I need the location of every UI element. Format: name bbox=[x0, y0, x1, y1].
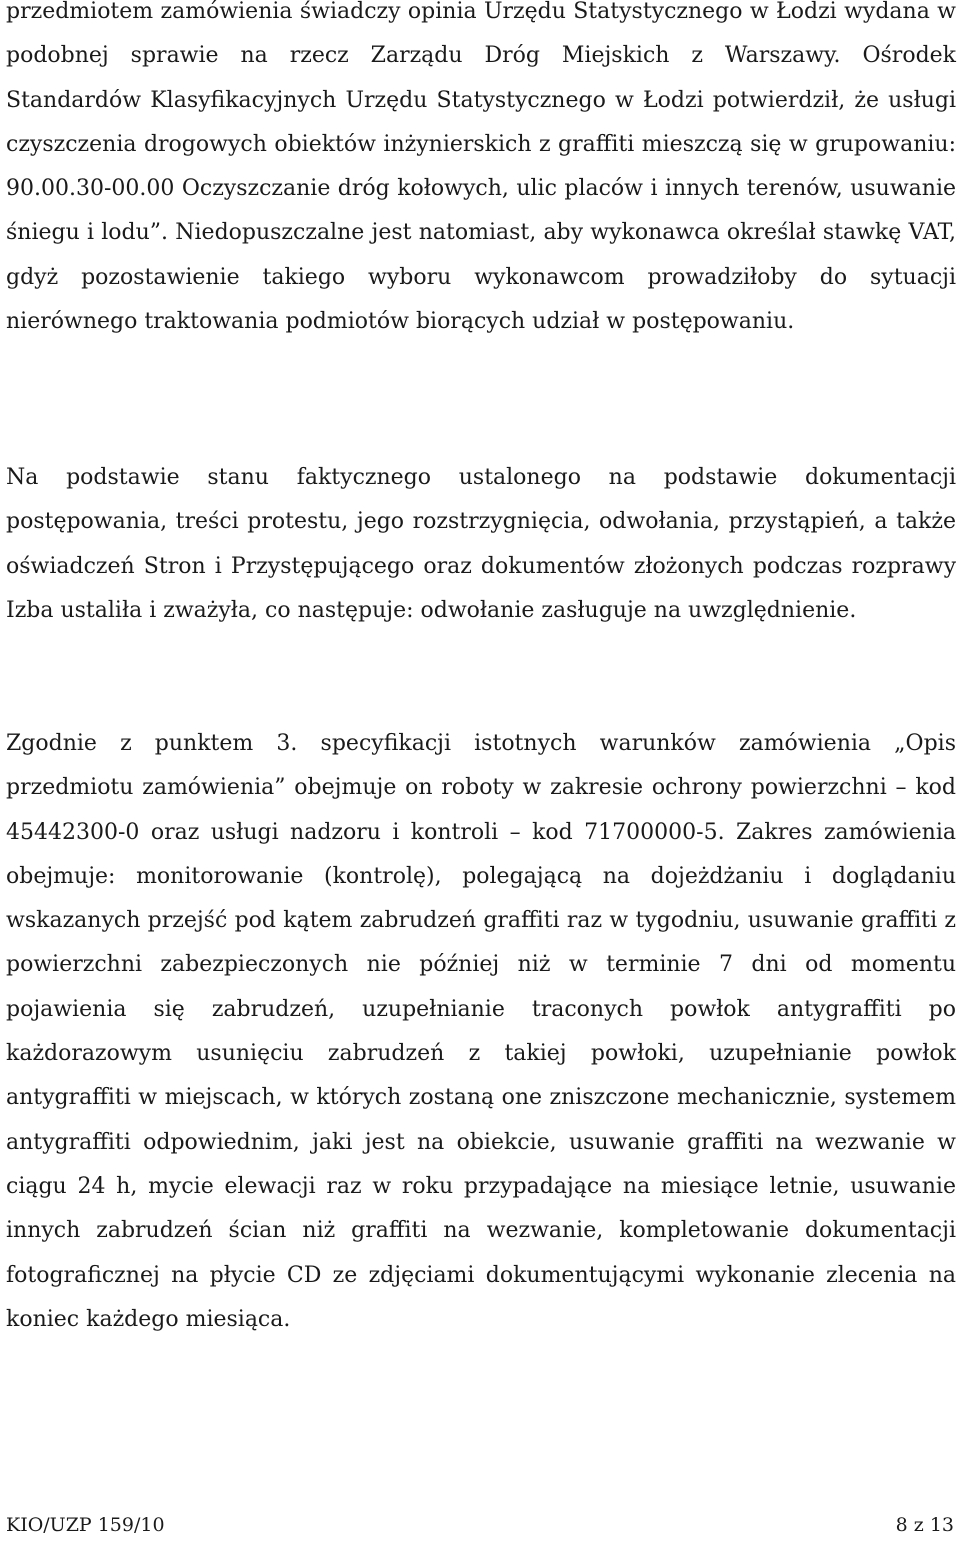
page-footer bbox=[6, 1513, 954, 1537]
paragraph-1: przedmiotem zamówienia świadczy opinia Urzędu Statystycznego w Łodzi wydana w podobnej sprawie na rzecz Zarządu Dróg Miejskich z Warszawy. Ośrodek Standardów Klasyfikacyjnych Urzędu Statystycznego w Łodzi potwierdził, że usługi czyszczenia drogowych obiektów inżynierskich z graffiti mieszczą się w grupowaniu: 90.00.30-00.00 Oczyszczanie dróg kołowych, ulic placów i innych terenów, usuwanie śniegu i lodu”. Niedopuszczalne jest natomiast, aby wykonawca określał stawkę VAT, gdyż pozostawienie takiego wyboru wykonawcom prowadziłoby do sytuacji nierównego traktowania podmiotów biorących udział w postępowaniu. bbox=[6, 0, 956, 335]
page-number: 8 z 13 bbox=[895, 1514, 954, 1536]
paragraph-3: Zgodnie z punktem 3. specyfikacji istotnych warunków zamówienia „Opis przedmiotu zamówienia” obejmuje on roboty w zakresie ochrony powierzchni – kod 45442300-0 oraz usługi nadzoru i kontroli – kod 71700000-5. Zakres zamówienia obejmuje: monitorowanie (kontrolę), polegającą na dojeżdżaniu i doglądaniu wskazanych przejść pod kątem zabrudzeń graffiti raz w tygodniu, usuwanie graffiti z powierzchni zabezpieczonych nie później niż w terminie 7 dni od momentu pojawienia się zabrudzeń, uzupełnianie traconych powłok antygraffiti po każdorazowym usunięciu zabrudzeń z takiej powłoki, uzupełnianie powłok antygraffiti w miejscach, w których zostaną one zniszczone mechanicznie, systemem antygraffiti odpowiednim, jaki jest na obiekcie, usuwanie graffiti na wezwanie w ciągu 24 h, mycie elewacji raz w roku przypadające na miesiące letnie, usuwanie innych zabrudzeń ścian niż graffiti na wezwanie, kompletowanie dokumentacji fotograficznej na płycie CD ze zdjęciami dokumentującymi wykonanie zlecenia na koniec każdego miesiąca. bbox=[6, 731, 956, 1332]
case-number: KIO/UZP 159/10 bbox=[6, 1514, 165, 1536]
paragraph-2: Na podstawie stanu faktycznego ustalonego na podstawie dokumentacji postępowania, treści protestu, jego rozstrzygnięcia, odwołania, przystąpień, a także oświadczeń Stron i Przystępującego oraz dokumentów złożonych podczas rozprawy Izba ustaliła i zważyła, co następuje: odwołanie zasługuje na uwzględnienie. bbox=[6, 465, 956, 623]
